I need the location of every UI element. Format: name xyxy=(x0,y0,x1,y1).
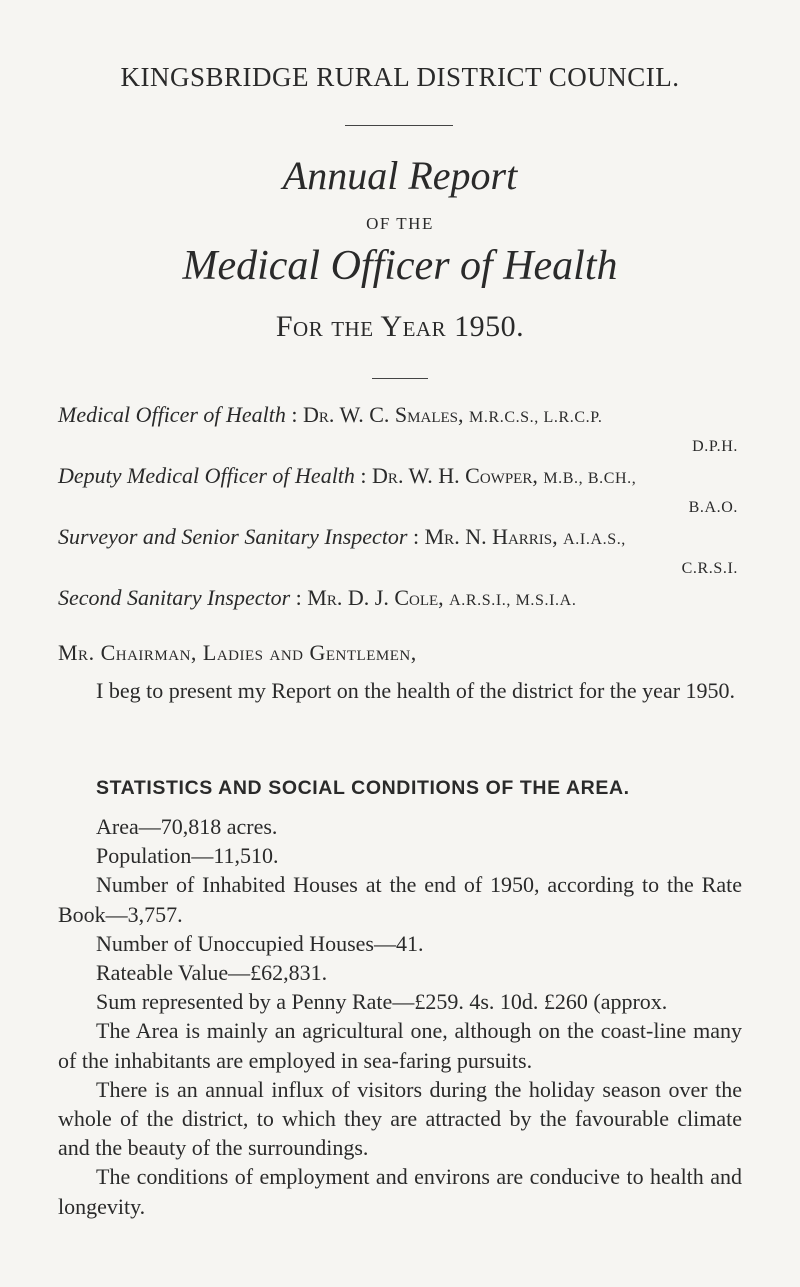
stat-line: The Area is mainly an agricultural one, although on the coast-line many of the inhabitants are employed in sea-faring pursuits. xyxy=(58,1018,742,1073)
stat-line: The conditions of employment and environs are conducive to health and longevity. xyxy=(58,1164,742,1219)
staff-role: Medical Officer of Health xyxy=(58,402,286,427)
staff-role: Deputy Medical Officer of Health xyxy=(58,463,355,488)
staff-list xyxy=(58,400,738,615)
staff-name: Dr. W. C. Smales, xyxy=(303,402,464,427)
of-the-label: OF THE xyxy=(366,214,434,233)
year-line: For the Year 1950. xyxy=(275,310,525,343)
stat-line: There is an annual influx of visitors during the holiday season over the whole of the district, to which they are attracted by the favourable climate and the beauty of the surroundings. xyxy=(58,1076,742,1161)
stat-line: Population—11,510. xyxy=(96,843,279,869)
stat-line: Sum represented by a Penny Rate—£259. 4s. 10d. £260 (approx. xyxy=(96,989,668,1015)
staff-degrees: M.B., B.CH., xyxy=(543,470,637,487)
staff-name: Mr. N. Harris, xyxy=(424,524,558,549)
staff-degrees: A.R.S.I., M.S.I.A. xyxy=(449,592,577,609)
staff-degrees: M.R.C.S., L.R.C.P. xyxy=(469,409,603,426)
staff-entry: Second Sanitary Inspector : Mr. D. J. Cole, A.R.S.I., M.S.I.A. xyxy=(58,585,577,610)
divider-top xyxy=(345,125,453,126)
intro-paragraph: I beg to present my Report on the health of the district for the year 1950. xyxy=(96,678,736,703)
stat-line: Number of Inhabited Houses at the end of 1950, according to the Rate Book—3,757. xyxy=(58,872,742,927)
stat-line: Rateable Value—£62,831. xyxy=(96,960,328,986)
staff-role: Second Sanitary Inspector xyxy=(58,585,291,610)
staff-entry: Surveyor and Senior Sanitary Inspector : Mr. N. Harris, A.I.A.S., C.R.S.I. xyxy=(58,522,738,583)
annual-report-title: Annual Report xyxy=(282,153,518,198)
staff-role: Surveyor and Senior Sanitary Inspector xyxy=(58,524,408,549)
staff-entry: Medical Officer of Health : Dr. W. C. Smales, M.R.C.S., L.R.C.P. D.P.H. xyxy=(58,400,738,461)
staff-name: Dr. W. H. Cowper, xyxy=(372,463,538,488)
staff-entry: Deputy Medical Officer of Health : Dr. W. H. Cowper, M.B., B.CH., B.A.O. xyxy=(58,461,738,522)
medical-officer-title: Medical Officer of Health xyxy=(182,243,618,289)
staff-degrees: A.I.A.S., xyxy=(563,531,626,548)
staff-degrees-cont: C.R.S.I. xyxy=(681,560,738,577)
staff-degrees-cont: D.P.H. xyxy=(692,438,738,455)
statistics-list xyxy=(58,812,742,1221)
divider-bottom xyxy=(372,378,428,379)
statistics-heading: STATISTICS AND SOCIAL CONDITIONS OF THE AREA. xyxy=(96,777,630,799)
staff-name: Mr. D. J. Cole, xyxy=(307,585,444,610)
council-title: KINGSBRIDGE RURAL DISTRICT COUNCIL. xyxy=(120,62,680,92)
stat-line: Number of Unoccupied Houses—41. xyxy=(96,930,424,956)
stat-line: Area—70,818 acres. xyxy=(96,814,278,839)
staff-degrees-cont: B.A.O. xyxy=(688,499,738,516)
salutation: Mr. Chairman, Ladies and Gentlemen, xyxy=(58,640,417,665)
